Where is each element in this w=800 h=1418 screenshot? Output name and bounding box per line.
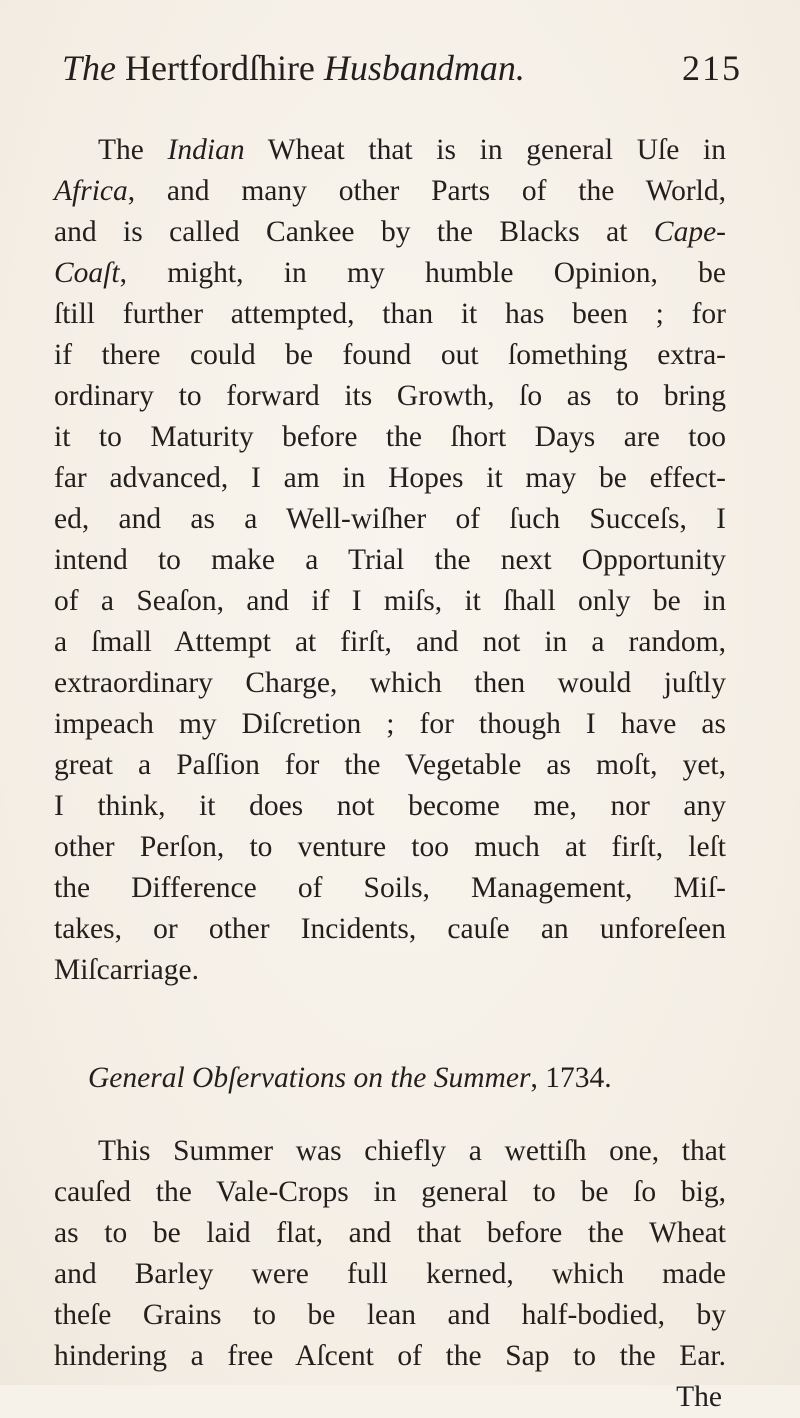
text-line: ed, and as a Well-wiſher of ſuch Succeſs, I [54,503,726,535]
text-line: This Summer was chiefly a wettiſh one, that [98,1135,726,1167]
page-number: 215 [682,48,742,88]
text-line: intend to make a Trial the next Opportunity [54,544,726,576]
text-line: it to Maturity before the ſhort Days are too [54,421,726,453]
running-head-county: Hertfordſhire [125,48,315,88]
text-line: a ſmall Attempt at firſt, and not in a random, [54,626,726,658]
text-line: ſtill further attempted, than it has been ; for [54,298,726,330]
paragraph-summer-1734 [54,1131,726,1418]
text-line: ordinary to forward its Growth, ſo as to bring [54,380,726,412]
text-line: far advanced, I am in Hopes it may be effect- [54,462,726,494]
text-line: the Difference of Soils, Management, Miſ- [54,872,726,904]
text-line: Coaſt, might, in my humble Opinion, be [54,257,726,289]
running-head-the: The [62,48,116,88]
text-line: takes, or other Incidents, cauſe an unforeſeen [54,913,726,945]
body-text [54,130,726,1418]
text-line: extraordinary Charge, which then would juſtly [54,667,726,699]
text-line: other Perſon, to venture too much at firſt, leſt [54,831,726,863]
text-line: and is called Cankee by the Blacks at Cape- [54,216,726,248]
text-line: theſe Grains to be lean and half-bodied, by [54,1299,726,1331]
running-head-husbandman: Husbandman. [323,48,525,88]
text-line: great a Paſſion for the Vegetable as moſt, yet, [54,749,726,781]
text-line: cauſed the Vale-Crops in general to be ſo big, [54,1176,726,1208]
text-line: Miſcarriage. [54,954,199,986]
running-head [62,44,742,92]
section-heading-title: General Obſervations on the Summer [88,1062,531,1094]
text-line: impeach my Diſcretion ; for though I have as [54,708,726,740]
section-heading-year: , 1734. [530,1062,612,1094]
text-line: The Indian Wheat that is in general Uſe in [98,134,726,166]
text-line: and Barley were full kerned, which made [54,1258,726,1290]
paragraph-indian-wheat [54,130,726,991]
catchword: The [676,1381,722,1413]
text-line: as to be laid flat, and that before the Wheat [54,1217,726,1249]
section-heading [54,1058,726,1099]
text-line: I think, it does not become me, nor any [54,790,726,822]
text-line: of a Seaſon, and if I miſs, it ſhall only be in [54,585,726,617]
text-line: if there could be found out ſomething extra- [54,339,726,371]
text-line: Africa, and many other Parts of the World, [54,175,726,207]
text-line: hindering a free Aſcent of the Sap to the Ear. [54,1340,726,1372]
